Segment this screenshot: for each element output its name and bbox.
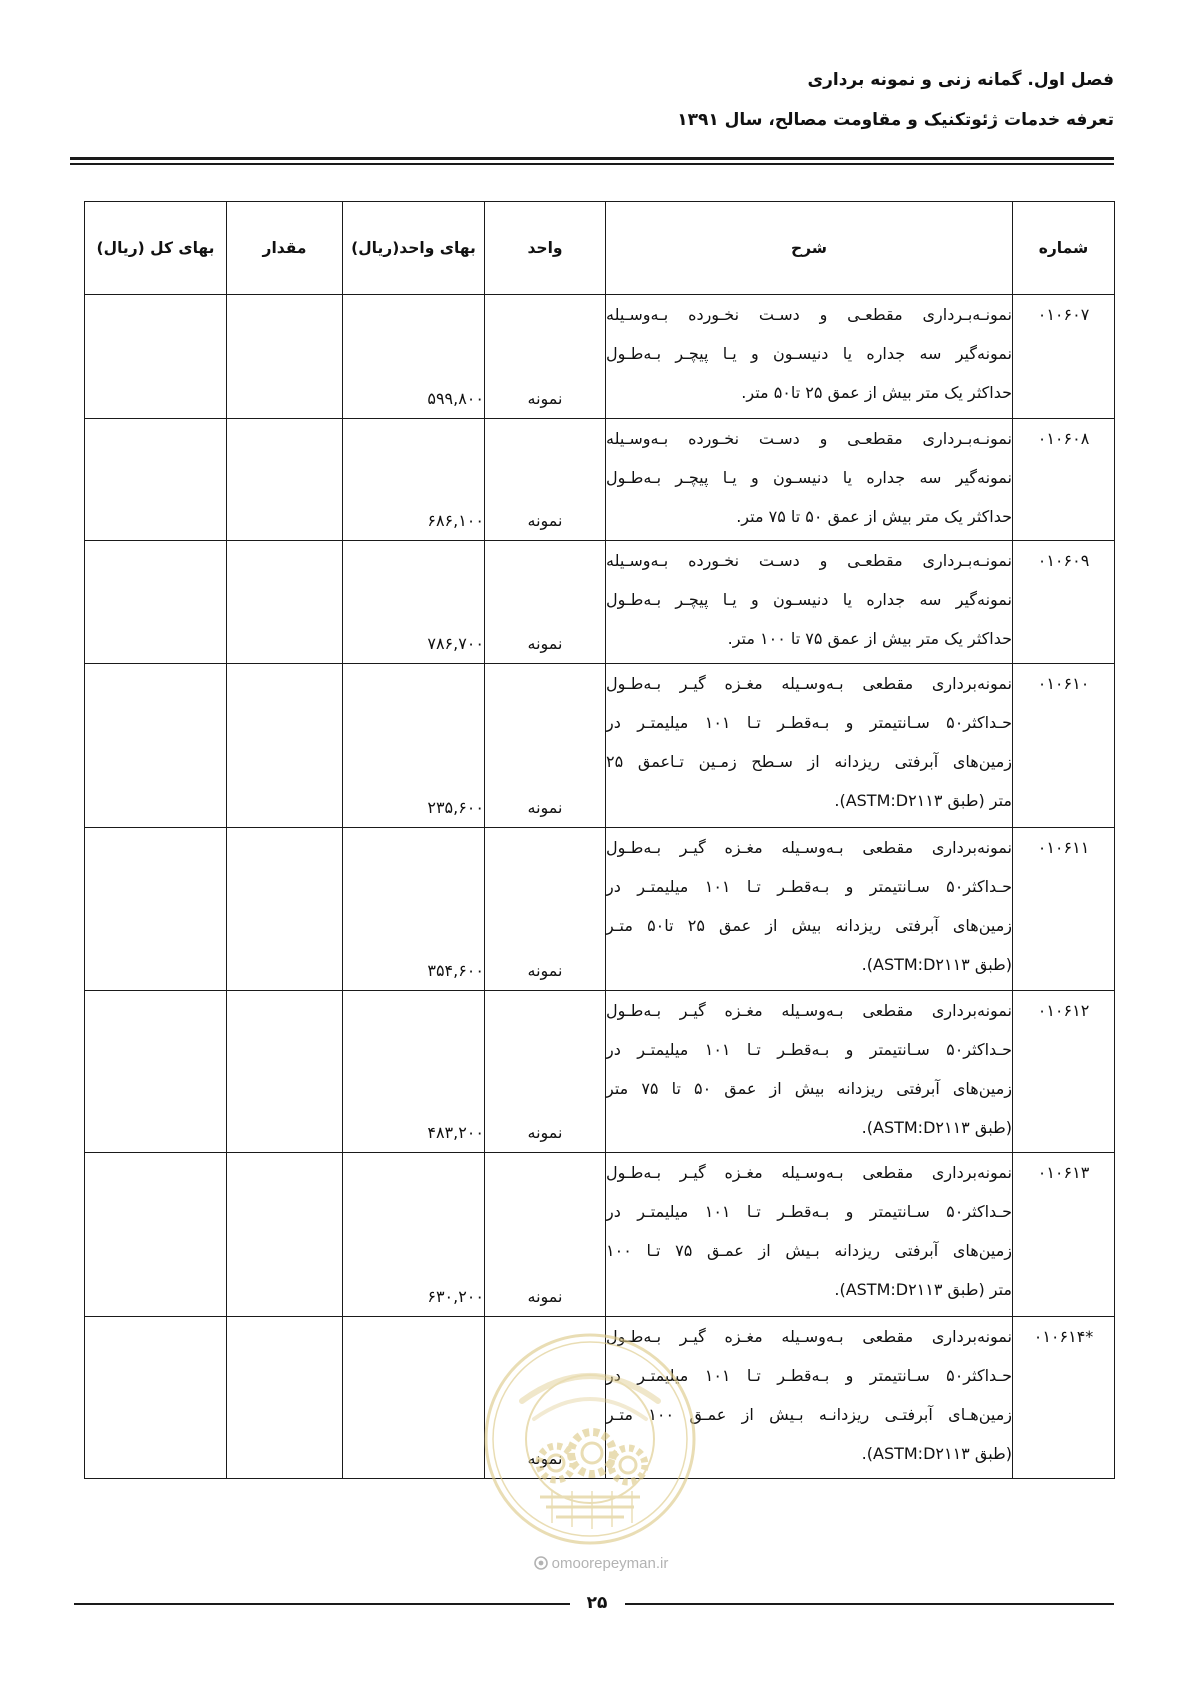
description-line: حـداکثر۵۰ سـانتیمتر و بـه‌قطـر تـا ۱۰۱ میلیمتـر در bbox=[606, 713, 1012, 732]
description-line: حـداکثر۵۰ سـانتیمتر و بـه‌قطـر تـا ۱۰۱ میلیمتـر در bbox=[606, 1040, 1012, 1059]
description-line: حداکثر یک متر بیش از عمق ۵۰ تا ۷۵ متر. bbox=[736, 507, 1012, 526]
table-row bbox=[85, 1317, 1115, 1479]
item-description bbox=[606, 1317, 1013, 1479]
table-row bbox=[85, 295, 1115, 419]
item-code: *۰۱۰۶۱۴ bbox=[1013, 1317, 1115, 1479]
item-description bbox=[606, 664, 1013, 828]
description-line: متر (طبق ASTM:D۲۱۱۳). bbox=[834, 791, 1012, 810]
item-unit-price bbox=[343, 1317, 485, 1479]
item-quantity bbox=[227, 419, 343, 541]
description-line: زمین‌های آبرفتی ریزدانه بیش از عمق ۲۵ تا۵۰ متـر bbox=[606, 916, 1013, 935]
description-line: نمونه‌گیر سه جداره یا دنیسـون و یـا پیچـر بـه‌طـول bbox=[606, 344, 1012, 363]
item-unit-price: ۶۳۰,۲۰۰ bbox=[343, 1153, 485, 1317]
description-line: (طبق ASTM:D۲۱۱۳). bbox=[861, 955, 1012, 974]
description-line: نمونـه‌بـرداری مقطعـی و دسـت نخـورده بـه‌وسـیله bbox=[606, 429, 1012, 448]
description-line: زمین‌های آبرفتی ریزدانه از سـطح زمـین تـاعمق ۲۵ bbox=[606, 752, 1012, 771]
item-quantity bbox=[227, 991, 343, 1153]
item-unit-price: ۳۵۴,۶۰۰ bbox=[343, 828, 485, 991]
item-total-price bbox=[85, 541, 227, 664]
item-description bbox=[606, 1153, 1013, 1317]
description-line: نمونـه‌بـرداری مقطعـی و دسـت نخـورده بـه‌وسـیله bbox=[606, 305, 1012, 324]
description-line: نمونه‌گیر سه جداره یا دنیسـون و یـا پیچـر بـه‌طـول bbox=[606, 468, 1012, 487]
column-header-total-price: بهای کل (ریال) bbox=[85, 202, 227, 295]
item-unit: نمونه bbox=[485, 1317, 606, 1479]
item-unit-price: ۷۸۶,۷۰۰ bbox=[343, 541, 485, 664]
item-unit-price: ۴۸۳,۲۰۰ bbox=[343, 991, 485, 1153]
item-unit-price: ۵۹۹,۸۰۰ bbox=[343, 295, 485, 419]
item-code: ۰۱۰۶۱۰ bbox=[1013, 664, 1115, 828]
item-code: ۰۱۰۶۰۹ bbox=[1013, 541, 1115, 664]
description-line: نمونـه‌بـرداری مقطعـی و دسـت نخـورده بـه‌وسـیله bbox=[606, 551, 1012, 570]
item-quantity bbox=[227, 1153, 343, 1317]
table-row bbox=[85, 419, 1115, 541]
table-row bbox=[85, 541, 1115, 664]
item-unit: نمونه bbox=[485, 664, 606, 828]
column-header-quantity: مقدار bbox=[227, 202, 343, 295]
item-total-price bbox=[85, 1153, 227, 1317]
item-quantity bbox=[227, 541, 343, 664]
item-unit-price: ۲۳۵,۶۰۰ bbox=[343, 664, 485, 828]
footer-rule-right bbox=[625, 1603, 1114, 1605]
item-unit: نمونه bbox=[485, 295, 606, 419]
item-quantity bbox=[227, 295, 343, 419]
item-code: ۰۱۰۶۱۳ bbox=[1013, 1153, 1115, 1317]
chapter-title: فصل اول. گمانه زنی و نمونه برداری bbox=[807, 70, 1114, 90]
description-line: نمونه‌برداری مقطعی بـه‌وسـیله مغـزه گیـر بـه‌طـول bbox=[606, 838, 1012, 857]
item-code: ۰۱۰۶۰۸ bbox=[1013, 419, 1115, 541]
page-header bbox=[354, 60, 1114, 140]
footer-rule-left bbox=[74, 1603, 570, 1605]
item-description bbox=[606, 541, 1013, 664]
page-number: ۲۵ bbox=[586, 1593, 608, 1613]
description-line: زمین‌های آبرفتی ریزدانه بیش از عمق ۵۰ تا ۷۵ متر bbox=[606, 1079, 1013, 1098]
watermark-site bbox=[500, 1552, 702, 1574]
item-total-price bbox=[85, 1317, 227, 1479]
header-row bbox=[85, 202, 1115, 295]
description-line: نمونه‌برداری مقطعی بـه‌وسـیله مغـزه گیـر بـه‌طـول bbox=[606, 674, 1012, 693]
document-title: تعرفه خدمات ژئوتکنیک و مقاومت مصالح، سال ۱۳۹۱ bbox=[677, 110, 1114, 130]
tariff-table bbox=[84, 201, 1115, 1479]
description-line: نمونه‌گیر سه جداره یا دنیسـون و یـا پیچـر بـه‌طـول bbox=[606, 590, 1012, 609]
description-line: حداکثر یک متر بیش از عمق ۲۵ تا۵۰ متر. bbox=[741, 383, 1012, 402]
item-code: ۰۱۰۶۰۷ bbox=[1013, 295, 1115, 419]
table-header bbox=[85, 202, 1115, 295]
header-rule-thin bbox=[70, 163, 1114, 165]
description-line: متر (طبق ASTM:D۲۱۱۳). bbox=[834, 1280, 1012, 1299]
item-unit: نمونه bbox=[485, 541, 606, 664]
item-unit: نمونه bbox=[485, 1153, 606, 1317]
item-code: ۰۱۰۶۱۲ bbox=[1013, 991, 1115, 1153]
table-body bbox=[85, 295, 1115, 1479]
description-line: حداکثر یک متر بیش از عمق ۷۵ تا ۱۰۰ متر. bbox=[727, 629, 1012, 648]
item-quantity bbox=[227, 1317, 343, 1479]
column-header-code: شماره bbox=[1013, 202, 1115, 295]
item-description bbox=[606, 295, 1013, 419]
description-line: حـداکثر۵۰ سـانتیمتر و بـه‌قطـر تـا ۱۰۱ میلیمتـر در bbox=[606, 1366, 1012, 1385]
item-code: ۰۱۰۶۱۱ bbox=[1013, 828, 1115, 991]
table-row bbox=[85, 828, 1115, 991]
description-line: (طبق ASTM:D۲۱۱۳). bbox=[861, 1444, 1012, 1463]
item-quantity bbox=[227, 828, 343, 991]
column-header-unit-price: بهای واحد(ریال) bbox=[343, 202, 485, 295]
watermark-site-text: omoorepeyman.ir bbox=[551, 1554, 669, 1572]
item-total-price bbox=[85, 664, 227, 828]
description-line: زمین‌هـای آبرفتـی ریزدانـه بـیش از عمـق ۱۰۰ متـر bbox=[606, 1405, 1013, 1424]
item-description bbox=[606, 419, 1013, 541]
item-total-price bbox=[85, 991, 227, 1153]
table-row bbox=[85, 664, 1115, 828]
item-quantity bbox=[227, 664, 343, 828]
description-line: نمونه‌برداری مقطعی بـه‌وسـیله مغـزه گیـر بـه‌طـول bbox=[606, 1327, 1012, 1346]
description-line: (طبق ASTM:D۲۱۱۳). bbox=[861, 1118, 1012, 1137]
table-row bbox=[85, 991, 1115, 1153]
item-total-price bbox=[85, 295, 227, 419]
description-line: حـداکثر۵۰ سـانتیمتر و بـه‌قطـر تـا ۱۰۱ میلیمتـر در bbox=[606, 1202, 1012, 1221]
header-rule-thick bbox=[70, 157, 1114, 160]
table-row bbox=[85, 1153, 1115, 1317]
column-header-description: شرح bbox=[606, 202, 1013, 295]
description-line: نمونه‌برداری مقطعی بـه‌وسـیله مغـزه گیـر بـه‌طـول bbox=[606, 1163, 1012, 1182]
description-line: نمونه‌برداری مقطعی بـه‌وسـیله مغـزه گیـر بـه‌طـول bbox=[606, 1001, 1012, 1020]
item-description bbox=[606, 828, 1013, 991]
description-line: حـداکثر۵۰ سـانتیمتر و بـه‌قطـر تـا ۱۰۱ میلیمتـر در bbox=[606, 877, 1012, 896]
at-icon bbox=[534, 1556, 548, 1570]
item-description bbox=[606, 991, 1013, 1153]
item-unit: نمونه bbox=[485, 991, 606, 1153]
item-total-price bbox=[85, 419, 227, 541]
item-unit: نمونه bbox=[485, 419, 606, 541]
item-total-price bbox=[85, 828, 227, 991]
item-unit-price: ۶۸۶,۱۰۰ bbox=[343, 419, 485, 541]
column-header-unit: واحد bbox=[485, 202, 606, 295]
description-line: زمین‌های آبرفتی ریزدانه بـیش از عمـق ۷۵ تـا ۱۰۰ bbox=[606, 1241, 1013, 1260]
item-unit: نمونه bbox=[485, 828, 606, 991]
